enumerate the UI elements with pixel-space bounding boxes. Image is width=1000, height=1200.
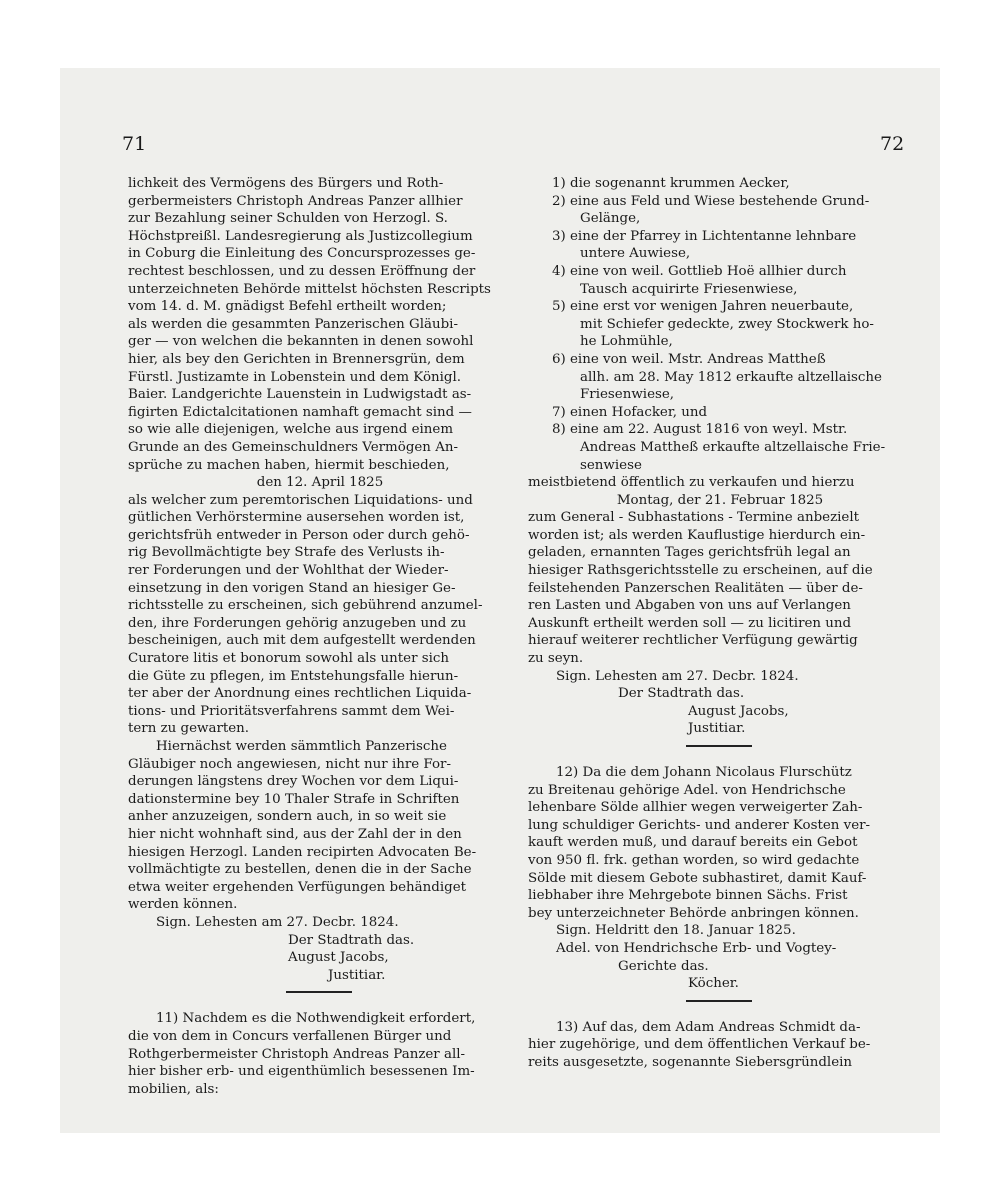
list-item-continued: Friesenwiese, <box>580 387 675 403</box>
text-line: die von dem in Concurs verfallenen Bürger und <box>128 1028 452 1044</box>
list-item: 3) eine der Pfarrey in Lichtentanne lehnbare <box>552 228 857 244</box>
text-line: hier, als bey den Gerichten in Brennersgrün, dem <box>128 351 465 367</box>
text-line: so wie alle diejenigen, welche aus irgend einem <box>128 422 454 438</box>
section-separator <box>286 991 352 993</box>
text-line: zum General - Subhastations - Termine anbezielt <box>528 510 860 526</box>
section-separator <box>686 1000 752 1002</box>
hearing-date: den 12. April 1825 <box>256 475 384 491</box>
text-line: einsetzung in den vorigen Stand an hiesiger Ge- <box>128 580 456 596</box>
right-column <box>528 175 912 1072</box>
text-line: in Coburg die Einleitung des Concursprozesses ge- <box>128 246 476 262</box>
text-line: derungen längstens drey Wochen vor dem Liqui- <box>128 774 459 790</box>
list-item: 8) eine am 22. August 1816 von weyl. Mstr. <box>552 422 848 438</box>
notice-11-heading: 11) Nachdem es die Nothwendigkeit erfordert, <box>156 1011 476 1027</box>
signature-name: August Jacobs, <box>688 703 789 719</box>
text-line: zur Bezahlung seiner Schulden von Herzogl. S. <box>128 211 448 227</box>
text-line: von 950 fl. frk. gethan worden, so wird gedachte <box>528 852 860 868</box>
list-item-continued: allh. am 28. May 1812 erkaufte altzellaische <box>580 369 882 385</box>
text-line: gütlichen Verhörstermine ausersehen worden ist, <box>128 510 465 526</box>
text-line: hierauf weiterer rechtlicher Verfügung gewärtig <box>528 633 858 649</box>
signature-place-date: Sign. Lehesten am 27. Decbr. 1824. <box>556 668 799 684</box>
text-line: tions- und Prioritätsverfahrens sammt dem Wei- <box>128 703 455 719</box>
text-line: zu Breitenau gehörige Adel. von Hendrichsche <box>528 782 846 798</box>
text-line: geladen, ernannten Tages gerichtsfrüh legal an <box>528 545 851 561</box>
text-line: ter aber der Anordnung eines rechtlichen Liquida- <box>128 686 472 702</box>
text-line: hiesigen Herzogl. Landen recipirten Advocaten Be- <box>128 844 477 860</box>
signature-authority: Gerichte das. <box>618 958 709 974</box>
list-item: 4) eine von weil. Gottlieb Hoë allhier durch <box>552 263 847 279</box>
text-line: meistbietend öffentlich zu verkaufen und hierzu <box>528 475 855 491</box>
text-line: Gläubiger noch angewiesen, nicht nur ihre For- <box>128 756 451 772</box>
text-line: vollmächtigte zu bestellen, denen die in der Sache <box>128 862 472 878</box>
list-item-continued: untere Auwiese, <box>580 246 691 262</box>
auction-date: Montag, der 21. Februar 1825 <box>616 492 824 508</box>
text-line: Sölde mit diesem Gebote subhastiret, damit Kauf- <box>528 870 867 886</box>
text-line: ger — von welchen die bekannten in denen sowohl <box>128 334 474 350</box>
left-column <box>128 175 512 1098</box>
list-item-continued: Andreas Mattheß erkaufte altzellaische Frie- <box>580 439 886 455</box>
list-item: 6) eine von weil. Mstr. Andreas Mattheß <box>552 351 826 367</box>
list-item: 5) eine erst vor wenigen Jahren neuerbaute, <box>552 299 854 315</box>
section-separator <box>686 745 752 747</box>
text-line: rechtest beschlossen, und zu dessen Eröffnung der <box>128 263 476 279</box>
text-line: worden ist; als werden Kauflustige hierdurch ein- <box>528 527 866 543</box>
text-line: zu seyn. <box>528 651 584 667</box>
page-number-right: 72 <box>880 133 905 155</box>
text-line: Baier. Landgerichte Lauenstein in Ludwigstadt as- <box>128 387 472 403</box>
text-line: feilstehenden Panzerschen Realitäten — über de- <box>528 580 863 596</box>
text-line: lichkeit des Vermögens des Bürgers und Roth- <box>128 176 444 191</box>
signature-authority: Der Stadtrath das. <box>288 932 415 948</box>
text-line: Höchstpreißl. Landesregierung als Justizcollegium <box>128 228 473 244</box>
list-item: 2) eine aus Feld und Wiese bestehende Grund- <box>552 193 870 209</box>
list-item-continued: senwiese <box>580 457 642 473</box>
text-line: kauft werden muß, und darauf bereits ein Gebot <box>528 835 858 851</box>
text-line: hiesiger Rathsgerichtsstelle zu erscheinen, auf die <box>528 563 873 579</box>
list-item-continued: mit Schiefer gedeckte, zwey Stockwerk ho- <box>580 316 874 332</box>
text-line: figirten Edictalcitationen namhaft gemacht sind — <box>128 404 472 420</box>
text-line: den, ihre Forderungen gehörig anzugeben und zu <box>128 615 467 631</box>
list-item: 7) einen Hofacker, und <box>552 404 708 420</box>
text-line: vom 14. d. M. gnädigst Befehl ertheilt worden; <box>128 299 447 315</box>
text-line: unterzeichneten Behörde mittelst höchsten Rescripts <box>128 281 491 297</box>
text-line: sprüche zu machen haben, hiermit beschieden, <box>128 457 450 473</box>
text-line: liebhaber ihre Mehrgebote binnen Sächs. Frist <box>528 888 848 904</box>
text-line: werden können. <box>128 897 238 913</box>
text-line: rig Bevollmächtigte bey Strafe des Verlusts ih- <box>128 545 445 561</box>
list-item-continued: he Lohmühle, <box>580 334 673 350</box>
text-line: als welcher zum peremtorischen Liquidations- und <box>128 492 473 508</box>
text-line: hier bisher erb- und eigenthümlich besessenen Im- <box>128 1064 475 1080</box>
text-line: hier nicht wohnhaft sind, aus der Zahl der in den <box>128 826 462 842</box>
signature-authority: Der Stadtrath das. <box>618 686 745 702</box>
signature-authority: Adel. von Hendrichsche Erb- und Vogtey- <box>556 940 837 956</box>
text-line: rer Forderungen und der Wohlthat der Wieder- <box>128 563 449 579</box>
signature-place-date: Sign. Heldritt den 18. Januar 1825. <box>556 923 796 939</box>
text-line: anher anzuzeigen, sondern auch, in so weit sie <box>128 809 447 825</box>
text-line: mobilien, als: <box>128 1081 219 1097</box>
notice-13-heading: 13) Auf das, dem Adam Andreas Schmidt da- <box>556 1019 861 1035</box>
text-line: Fürstl. Justizamte in Lobenstein und dem Königl. <box>128 369 462 385</box>
list-item-continued: Tausch acquirirte Friesenwiese, <box>580 281 798 297</box>
text-line: lehenbare Sölde allhier wegen verweigerter Zah- <box>528 800 863 816</box>
text-line: bescheinigen, auch mit dem aufgestellt werdenden <box>128 633 476 649</box>
text-line: Hiernächst werden sämmtlich Panzerische <box>156 739 447 754</box>
text-line: als werden die gesammten Panzerischen Gläubi- <box>128 316 458 332</box>
text-line: lung schuldiger Gerichts- und anderer Kosten ver- <box>528 817 871 833</box>
text-line: Auskunft ertheilt werden soll — zu licitiren und <box>528 615 852 631</box>
text-line: tern zu gewarten. <box>128 721 250 737</box>
text-line: ren Lasten und Abgaben von uns auf Verlangen <box>528 598 851 614</box>
signature-name: Köcher. <box>688 976 739 992</box>
text-line: Rothgerbermeister Christoph Andreas Panzer all- <box>128 1046 466 1062</box>
text-line: etwa weiter ergehenden Verfügungen behändiget <box>128 879 467 895</box>
page-number-left: 71 <box>122 133 147 155</box>
text-line: gerichtsfrüh entweder in Person oder durch gehö- <box>128 527 470 543</box>
signature-title: Justitiar. <box>328 967 386 983</box>
list-item-continued: Gelänge, <box>580 211 641 227</box>
text-line: reits ausgesetzte, sogenannte Siebersgründlein <box>528 1054 853 1070</box>
list-item: 1) die sogenannt krummen Aecker, <box>552 176 790 191</box>
text-line: richtsstelle zu erscheinen, sich gebührend anzumel- <box>128 598 483 614</box>
text-line: Curatore litis et bonorum sowohl als unter sich <box>128 651 450 667</box>
text-line: dationstermine bey 10 Thaler Strafe in Schriften <box>128 791 460 807</box>
signature-title: Justitiar. <box>688 721 746 737</box>
signature-name: August Jacobs, <box>288 950 389 966</box>
text-line: hier zugehörige, und dem öffentlichen Verkauf be- <box>528 1037 871 1053</box>
notice-12-heading: 12) Da die dem Johann Nicolaus Flurschütz <box>556 765 852 780</box>
text-line: gerbermeisters Christoph Andreas Panzer allhier <box>128 193 463 209</box>
text-line: Grunde an des Gemeinschuldners Vermögen An- <box>128 439 459 455</box>
signature-place-date: Sign. Lehesten am 27. Decbr. 1824. <box>156 914 399 930</box>
text-line: bey unterzeichneter Behörde anbringen können. <box>528 905 859 921</box>
text-line: die Güte zu pflegen, im Entstehungsfalle hierun- <box>128 668 459 684</box>
